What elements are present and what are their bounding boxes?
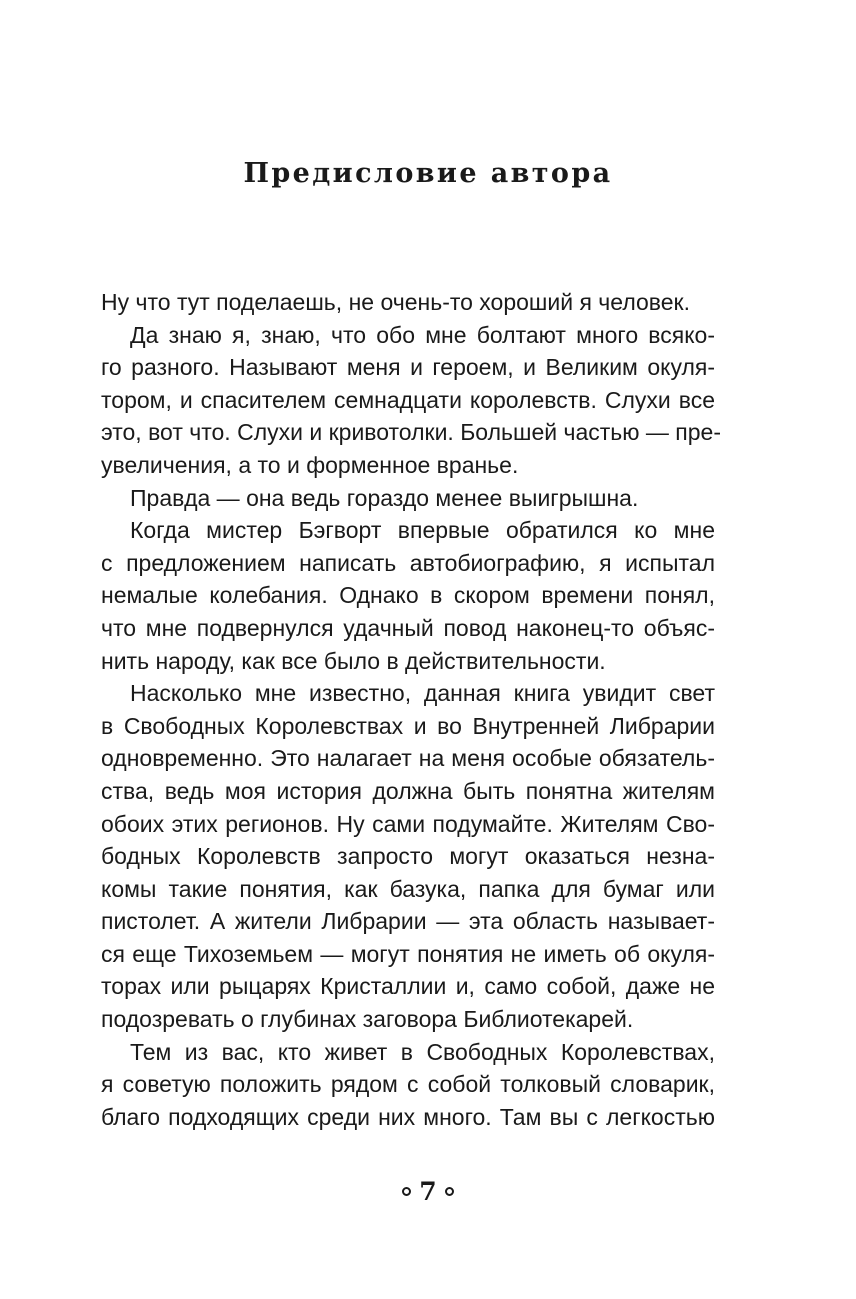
text-line: тором, и спасителем семнадцати королевств. Слухи все <box>101 386 715 413</box>
body-text <box>101 286 721 1133</box>
text-line: я советую положить рядом с собой толковый словарик, <box>101 1071 715 1098</box>
text-line: подозревать о глубинах заговора Библиотекарей. <box>101 1006 634 1033</box>
page-number: 7 <box>419 1177 437 1206</box>
page-footer <box>0 1177 856 1206</box>
chapter-title: Предисловие автора <box>243 158 613 189</box>
text-line: это, вот что. Слухи и кривотолки. Большей частью — пре- <box>101 419 721 446</box>
text-line: нить народу, как все было в действительности. <box>101 647 606 674</box>
text-line: торах или рыцарях Кристаллии и, само собой, даже не <box>101 973 715 1000</box>
text-line: в Свободных Королевствах и во Внутренней Либрарии <box>101 712 715 739</box>
text-line: Тем из вас, кто живет в Свободных Королевствах, <box>130 1038 715 1065</box>
text-line: благо подходящих среди них много. Там вы с легкостью <box>101 1103 715 1130</box>
text-line: пистолет. А жители Либрарии — эта область называет- <box>101 908 715 935</box>
text-line: го разного. Называют меня и героем, и Великим окуля- <box>101 354 715 381</box>
text-line: с предложением написать автобиографию, я испытал <box>101 549 715 576</box>
text-line: Когда мистер Бэгворт впервые обратился ко мне <box>130 517 715 544</box>
text-line: ся еще Тихоземьем — могут понятия не иметь об окуля- <box>101 940 715 967</box>
text-line: обоих этих регионов. Ну сами подумайте. Жителям Сво- <box>101 810 715 837</box>
text-line: немалые колебания. Однако в скором времени понял, <box>101 582 715 609</box>
text-line: увеличения, а то и форменное вранье. <box>101 451 519 478</box>
text-line: что мне подвернулся удачный повод наконец-то объяс- <box>101 614 715 641</box>
text-line: комы такие понятия, как базука, папка для бумаг или <box>101 875 715 902</box>
ornament-right-icon <box>445 1187 454 1196</box>
text-line: одновременно. Это налагает на меня особые обязатель- <box>101 745 715 772</box>
ornament-left-icon <box>402 1187 411 1196</box>
text-line: ства, ведь моя история должна быть понятна жителям <box>101 777 715 804</box>
text-line: Правда — она ведь гораздо менее выигрышна. <box>130 484 639 511</box>
text-line: Ну что тут поделаешь, не очень-то хороший я человек. <box>101 289 690 315</box>
text-line: Да знаю я, знаю, что обо мне болтают много всяко- <box>130 321 715 348</box>
text-line: бодных Королевств запросто могут оказаться незна- <box>101 843 715 870</box>
text-line: Насколько мне известно, данная книга увидит свет <box>130 680 715 707</box>
